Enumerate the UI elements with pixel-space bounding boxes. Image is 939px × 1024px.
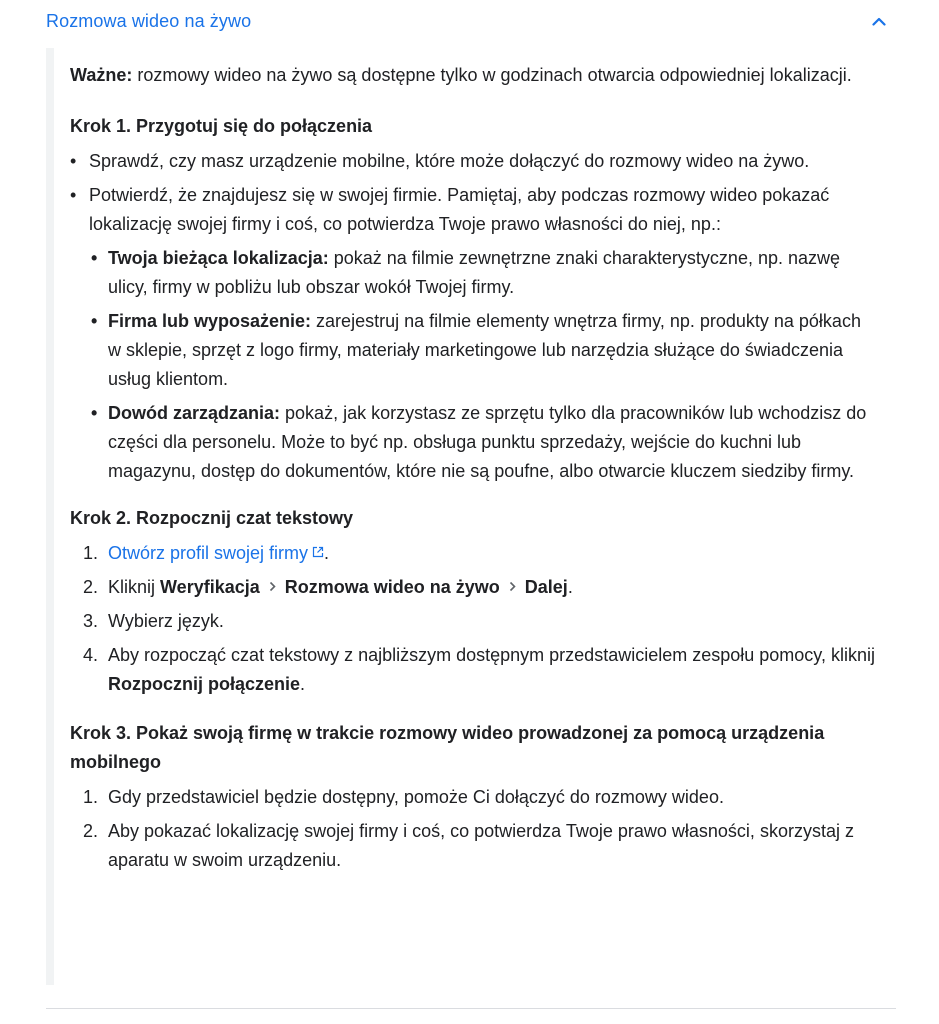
list-item	[70, 573, 876, 602]
chevron-up-icon[interactable]	[870, 12, 888, 30]
list-item-suffix: .	[300, 674, 306, 694]
step2-heading: Krok 2. Rozpocznij czat tekstowy	[70, 508, 354, 528]
list-item	[70, 607, 876, 636]
list-item-number: 2.	[83, 577, 99, 597]
list-item-number: 3.	[83, 611, 99, 631]
list-item-text: Aby pokazać lokalizację swojej firmy i coś, co potwierdza Twoje prawo własności, skorzystaj z aparatu w swoim urządzeniu.	[108, 821, 854, 870]
section-divider	[46, 1008, 896, 1009]
important-note	[70, 61, 876, 90]
ownership-proof-list	[89, 244, 876, 486]
list-item	[89, 244, 876, 302]
list-item-prefix: Kliknij	[108, 577, 161, 597]
list-item-text: Potwierdź, że znajdujesz się w swojej firmie. Pamiętaj, aby podczas rozmowy wideo pokazać lokalizację swojej firmy i coś, co potwierdza Twoje prawo własności do niej, np.:	[89, 185, 830, 234]
list-item	[89, 399, 876, 486]
list-item-text: pokaż, jak korzystasz ze sprzętu tylko dla pracowników lub wchodzisz do części dla personelu. Może to być np. obsługa punktu sprzedaży, wejście do kuchni lub magazynu, dostęp do dokumentów, które nie są poufne, albo otwarcie kluczem siedziby firmy.	[108, 403, 867, 481]
step3-list	[70, 783, 876, 875]
link-text[interactable]: Otwórz profil swojej firmy	[108, 543, 309, 563]
list-item-number: 2.	[83, 821, 99, 841]
step1-heading: Krok 1. Przygotuj się do połączenia	[70, 116, 373, 136]
accordion-content	[46, 48, 896, 985]
accordion-title[interactable]: Rozmowa wideo na żywo	[46, 10, 252, 31]
breadcrumb-verification: Weryfikacja	[160, 577, 260, 597]
list-item-suffix: .	[324, 543, 330, 563]
list-item	[89, 307, 876, 394]
list-item-label: Twoja bieżąca lokalizacja:	[108, 248, 329, 268]
step2-list	[70, 539, 876, 699]
open-business-profile-link[interactable]	[108, 543, 324, 563]
start-call-label: Rozpocznij połączenie	[108, 674, 301, 694]
list-item-text: Gdy przedstawiciel będzie dostępny, pomoże Ci dołączyć do rozmowy wideo.	[108, 787, 724, 807]
list-item	[70, 817, 876, 875]
list-item	[70, 783, 876, 812]
important-text: rozmowy wideo na żywo są dostępne tylko w godzinach otwarcia odpowiedniej lokalizacji.	[132, 65, 852, 85]
list-item-prefix: Aby rozpocząć czat tekstowy z najbliższym dostępnym przedstawicielem zespołu pomocy, kliknij	[108, 645, 875, 665]
chevron-right-icon	[269, 572, 276, 601]
list-item-label: Dowód zarządzania:	[108, 403, 281, 423]
accordion-live-video-call	[46, 0, 896, 870]
list-item-number: 4.	[83, 645, 99, 665]
list-item-number: 1.	[83, 543, 99, 563]
breadcrumb-live-video: Rozmowa wideo na żywo	[284, 577, 500, 597]
chevron-right-icon	[509, 572, 516, 601]
important-label: Ważne:	[70, 65, 133, 85]
list-item	[70, 539, 876, 568]
list-item-text: zarejestruj na filmie elementy wnętrza firmy, np. produkty na półkach w sklepie, sprzęt z logo firmy, materiały marketingowe lub narzędzia służące do świadczenia usług klientom.	[108, 311, 861, 389]
external-link-icon[interactable]	[312, 538, 324, 567]
step3-heading: Krok 3. Pokaż swoją firmę w trakcie rozmowy wideo prowadzonej za pomocą urządzenia mobilnego	[70, 723, 825, 772]
list-item	[70, 181, 876, 486]
accordion-header[interactable]	[46, 0, 896, 42]
list-item-label: Firma lub wyposażenie:	[108, 311, 312, 331]
list-item	[70, 641, 876, 699]
list-item-number: 1.	[83, 787, 99, 807]
list-item-text: pokaż na filmie zewnętrzne znaki charakterystyczne, np. nazwę ulicy, firmy w pobliżu lub obszar wokół Twojej firmy.	[108, 248, 841, 297]
breadcrumb-next: Dalej	[524, 577, 568, 597]
step1-list	[70, 147, 876, 486]
list-item-suffix: .	[567, 577, 573, 597]
list-item-text: Wybierz język.	[108, 611, 224, 631]
list-item: • Sprawdź, czy masz urządzenie mobilne, które może dołączyć do rozmowy wideo na żywo.	[70, 147, 876, 176]
